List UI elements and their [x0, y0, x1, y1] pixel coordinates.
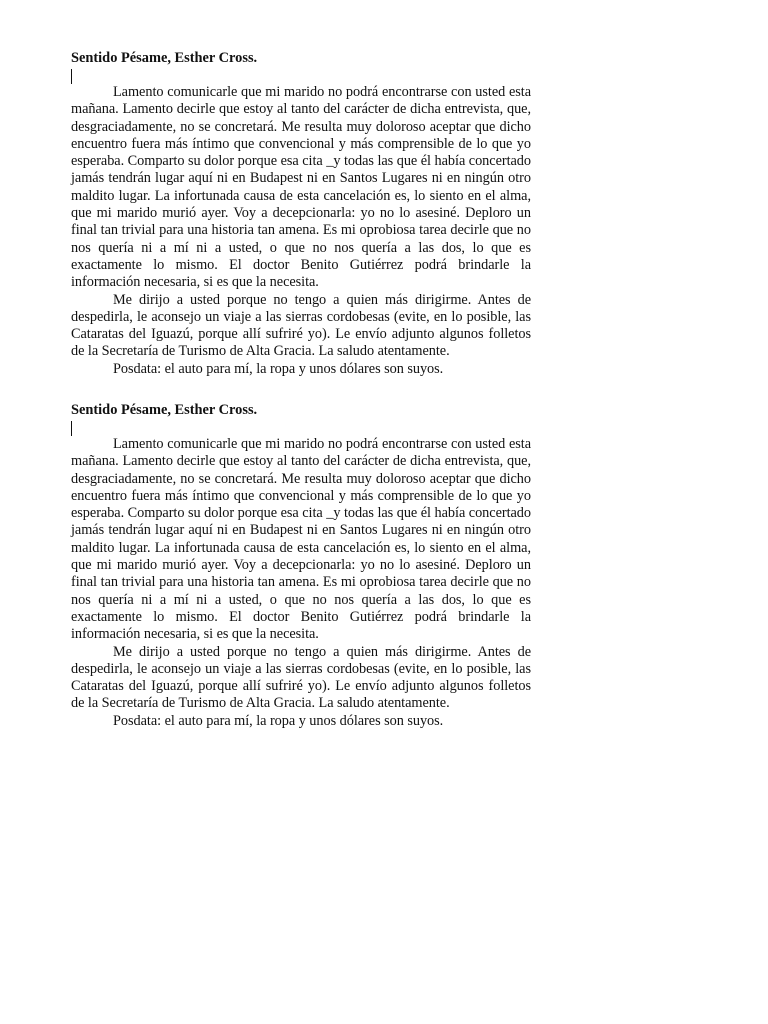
- story-title: Sentido Pésame, Esther Cross.: [71, 402, 258, 418]
- story-paragraph: Me dirijo a usted porque no tengo a quien más dirigirme. Antes de despedirla, le aconsejo un viaje a las sierras cordobesas (evite, en lo posible, las Cataratas del Iguazú, porque allí sufriré yo). Le envío adjunto algunos folletos de la Secretaría de Turismo de Alta Gracia. La saludo atentamente.: [71, 643, 531, 712]
- story-title: Sentido Pésame, Esther Cross.: [71, 50, 258, 66]
- story-paragraph: Me dirijo a usted porque no tengo a quien más dirigirme. Antes de despedirla, le aconsejo un viaje a las sierras cordobesas (evite, en lo posible, las Cataratas del Iguazú, porque allí sufriré yo). Le envío adjunto algunos folletos de la Secretaría de Turismo de Alta Gracia. La saludo atentamente.: [71, 291, 531, 360]
- story-block: [71, 402, 531, 730]
- text-cursor: [71, 421, 72, 436]
- story-paragraph: Posdata: el auto para mí, la ropa y unos dólares son suyos.: [113, 712, 444, 729]
- story-paragraph: Posdata: el auto para mí, la ropa y unos dólares son suyos.: [113, 360, 444, 377]
- text-cursor: [71, 69, 72, 84]
- story-block: [71, 50, 531, 378]
- story-paragraph: Lamento comunicarle que mi marido no podrá encontrarse con usted esta mañana. Lamento decirle que estoy al tanto del carácter de dicha entrevista, que, desgraciadamente, no se concretará. Me resulta muy doloroso aceptar que dicho encuentro fuera más íntimo que convencional y más comprensible de lo que yo esperaba. Comparto su dolor porque esa cita _y todas las que él había concertado jamás tendrán lugar aquí ni en Budapest ni en Santos Lugares ni en ningún otro maldito lugar. La infortunada causa de esta cancelación es, lo siento en el alma, que mi marido murió ayer. Voy a decepcionarla: yo no lo asesiné. Deploro un final tan trivial para una historia tan amena. Es mi oprobiosa tarea decirle que no nos quería ni a mí ni a usted, o que no nos quería a las dos, lo que es exactamente lo mismo. El doctor Benito Gutiérrez podrá brindarle la información necesaria, si es que la necesita.: [71, 84, 531, 291]
- story-paragraph: Lamento comunicarle que mi marido no podrá encontrarse con usted esta mañana. Lamento decirle que estoy al tanto del carácter de dicha entrevista, que, desgraciadamente, no se concretará. Me resulta muy doloroso aceptar que dicho encuentro fuera más íntimo que convencional y más comprensible de lo que yo esperaba. Comparto su dolor porque esa cita _y todas las que él había concertado jamás tendrán lugar aquí ni en Budapest ni en Santos Lugares ni en ningún otro maldito lugar. La infortunada causa de esta cancelación es, lo siento en el alma, que mi marido murió ayer. Voy a decepcionarla: yo no lo asesiné. Deploro un final tan trivial para una historia tan amena. Es mi oprobiosa tarea decirle que no nos quería ni a mí ni a usted, o que no nos quería a las dos, lo que es exactamente lo mismo. El doctor Benito Gutiérrez podrá brindarle la información necesaria, si es que la necesita.: [71, 436, 531, 643]
